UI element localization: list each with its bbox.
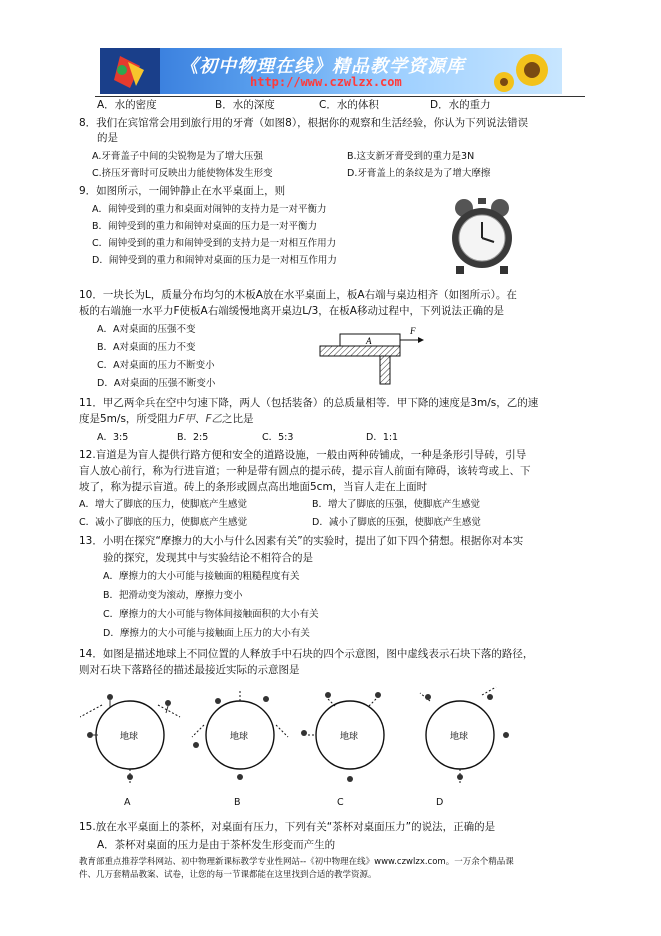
- board-label: A: [366, 336, 372, 346]
- banner-title: 《初中物理在线》精品教学资源库: [180, 56, 465, 77]
- header-banner: [100, 48, 562, 94]
- earth-diagram-c: [301, 692, 384, 782]
- q11-f-yi: F乙: [205, 413, 223, 425]
- q10-option-a: A．A对桌面的压强不变: [97, 324, 196, 335]
- q14-caption-c: C: [337, 797, 344, 808]
- force-label: F: [410, 326, 416, 336]
- q11-stem-post: 之比是: [222, 413, 254, 425]
- q12-stem-cont-2: 坡了，称为提示盲道。砖上的条形或圆点高出地面5cm，当盲人走在上面时: [79, 481, 428, 493]
- q14-caption-a: A: [124, 797, 131, 808]
- q12-stem: 12.盲道是为盲人提供行路方便和安全的道路设施，一般由两种砖铺成，一种是条形引导砖，引导: [79, 449, 527, 461]
- earth-diagram-a: [80, 694, 180, 785]
- q11-option-b: B．2:5: [177, 432, 209, 443]
- earth-diagrams: [80, 685, 520, 795]
- q9-option-d: D．闹钟受到的重力和闹钟对桌面的压力是一对相互作用力: [92, 255, 337, 266]
- q13-stem: 13．小明在探究“摩擦力的大小与什么因素有关”的实验时，提出了如下四个猜想。根据你对本实: [79, 535, 524, 547]
- q11-stem-pre: 度是5m/s，所受阻力: [79, 413, 179, 425]
- q10-stem-cont: 板的右端施一水平力F使板A右端缓慢地离开桌边L/3，在板A移动过程中，下列说法正确的是: [79, 305, 504, 317]
- q14-caption-d: D: [436, 797, 444, 808]
- q14-caption-b: B: [234, 797, 241, 808]
- q14-stem-cont: 则对石块下落路径的描述最接近实际的示意图是: [79, 664, 300, 676]
- q12-option-d: D．减小了脚底的压强，使脚底产生感觉: [312, 517, 481, 528]
- sunflower-icon: [492, 48, 562, 94]
- q13-option-a: A．摩擦力的大小可能与接触面的粗糙程度有关: [103, 571, 300, 582]
- earth-label: 地球: [450, 732, 469, 742]
- q9-option-c: C．闹钟受到的重力和闹钟受到的支持力是一对相互作用力: [92, 238, 337, 249]
- q12-option-a: A．增大了脚底的压力，使脚底产生感觉: [79, 499, 247, 510]
- q11-option-a: A．3:5: [97, 432, 129, 443]
- q13-option-b: B．把滑动变为滚动，摩擦力变小: [103, 590, 243, 601]
- earth-diagram-b: [192, 691, 288, 780]
- q11-option-c: C．5:3: [262, 432, 294, 443]
- q11-separator: 、: [194, 413, 206, 425]
- site-logo-icon: [100, 48, 160, 94]
- alarm-clock-figure: [442, 196, 522, 278]
- q10-option-b: B．A对桌面的压力不变: [97, 342, 196, 353]
- q8-stem: 8．我们在宾馆常会用到旅行用的牙膏（如图8），根据你的观察和生活经验，你认为下列说法错误: [79, 117, 529, 129]
- q14-stem: 14．如图是描述地球上不同位置的人释放手中石块的四个示意图，图中虚线表示石块下落的路径，: [79, 648, 534, 660]
- q12-option-b: B．增大了脚底的压强，使脚底产生感觉: [312, 499, 481, 510]
- q11-stem: 11．甲乙两伞兵在空中匀速下降，两人（包括装备）的总质量相等．甲下降的速度是3m/s，乙的速: [79, 397, 539, 409]
- q15-option-a: A．茶杯对桌面的压力是由于茶杯发生形变而产生的: [97, 839, 336, 851]
- q13-option-d: D．摩擦力的大小可能与接触面上压力的大小有关: [103, 628, 310, 639]
- earth-label: 地球: [230, 732, 249, 742]
- board-on-table-figure: [318, 326, 428, 386]
- q12-option-c: C．减小了脚底的压力，使脚底产生感觉: [79, 517, 248, 528]
- q10-stem: 10．一块长为L，质量分布均匀的木板A放在水平桌面上，板A右端与桌边相齐（如图所示）。在: [79, 289, 517, 301]
- q12-stem-cont-1: 盲人放心前行，称为行进盲道；一种是带有圆点的提示砖，提示盲人前面有障碍，该转弯或上、下: [79, 465, 531, 477]
- q7-option-c: C．水的体积: [319, 99, 379, 111]
- q11-option-d: D．1:1: [366, 432, 399, 443]
- q8-stem-cont: 的是: [97, 132, 118, 144]
- header-rule: [95, 96, 585, 97]
- q8-option-c: C.挤压牙膏时可反映出力能使物体发生形变: [92, 168, 273, 179]
- q7-option-b: B．水的深度: [215, 99, 275, 111]
- q7-option-d: D．水的重力: [430, 99, 491, 111]
- banner-url[interactable]: http://www.czwlzx.com: [250, 75, 402, 89]
- earth-label: 地球: [120, 732, 139, 742]
- q10-option-c: C．A对桌面的压力不断变小: [97, 360, 215, 371]
- q8-option-a: A.牙膏盖子中间的尖锐物是为了增大压强: [92, 151, 263, 162]
- q9-option-a: A．闹钟受到的重力和桌面对闹钟的支持力是一对平衡力: [92, 204, 327, 215]
- q13-option-c: C．摩擦力的大小可能与物体间接触面积的大小有关: [103, 609, 319, 620]
- q13-stem-cont: 验的探究，发现其中与实验结论不相符合的是: [103, 552, 313, 564]
- q11-stem-cont: [79, 412, 254, 426]
- earth-diagram-d: [420, 687, 509, 785]
- q9-option-b: B．闹钟受到的重力和闹钟对桌面的压力是一对平衡力: [92, 221, 318, 232]
- q8-option-d: D.牙膏盖上的条纹是为了增大摩擦: [347, 168, 491, 179]
- q8-option-b: B.这支新牙膏受到的重力是3N: [347, 151, 475, 162]
- q10-option-d: D．A对桌面的压强不断变小: [97, 378, 216, 389]
- q11-f-jia: F甲: [178, 413, 195, 425]
- footer-line-1: 教育部重点推荐学科网站、初中物理新课标教学专业性网站--《初中物理在线》www.czwlzx.com。一万余个精品课: [79, 857, 514, 867]
- q15-stem: 15.放在水平桌面上的茶杯，对桌面有压力，下列有关“茶杯对桌面压力”的说法，正确的是: [79, 821, 496, 833]
- q9-stem: 9．如图所示，一闹钟静止在水平桌面上，则: [79, 185, 286, 197]
- earth-label: 地球: [340, 732, 359, 742]
- footer-line-2: 件、几万套精品教案、试卷，让您的每一节课都能在这里找到合适的教学资源。: [79, 870, 377, 880]
- q7-option-a: A．水的密度: [97, 99, 157, 111]
